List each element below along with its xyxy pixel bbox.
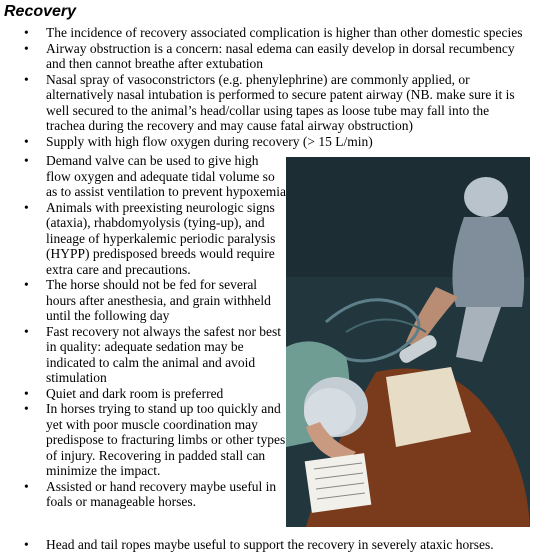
list-item: • Nasal spray of vasoconstrictors (e.g. phenylephrine) are commonly applied, or alternatively nasal intubation is performed to secure patent airway (NB. make sure it is well secured to the animal’s head/collar using tapes as loose tube may fall into the trachea during the recovery and may cause fatal airway obstruction) [0, 72, 530, 134]
list-item: • Animals with preexisting neurologic signs (ataxia), rhabdomyolysis (tying-up), and lineage of hyperkalemic periodic paralysis (HYPP) predisposed breeds would require extra care and precautions. [0, 200, 286, 278]
bullet-list-side [0, 153, 286, 510]
list-item: • Assisted or hand recovery maybe useful in foals or manageable horses. [0, 479, 286, 510]
list-item: • Head and tail ropes maybe useful to support the recovery in severely ataxic horses. [0, 537, 530, 553]
list-item: • Demand valve can be used to give high flow oxygen and adequate tidal volume so as to assist ventilation to prevent hypoxemia [0, 153, 286, 200]
list-item: • Fast recovery not always the safest nor best in quality: adequate sedation may be indicated to calm the animal and avoid stimulation [0, 324, 286, 386]
page-title: Recovery [4, 3, 77, 20]
list-item: • Quiet and dark room is preferred [0, 386, 286, 402]
list-item: • Supply with high flow oxygen during recovery (> 15 L/min) [0, 134, 530, 150]
list-item: • In horses trying to stand up too quickly and yet with poor muscle coordination may predispose to fracturing limbs or other types of injury. Recovering in padded stall can minimize the impact. [0, 401, 286, 479]
bullet-list-bottom [0, 537, 530, 553]
list-item: • The incidence of recovery associated complication is higher than other domestic species [0, 25, 530, 41]
list-item: • The horse should not be fed for several hours after anesthesia, and grain withheld until the following day [0, 277, 286, 324]
recovery-room-photo [286, 157, 530, 527]
list-item: • Airway obstruction is a concern: nasal edema can easily develop in dorsal recumbency and then cannot breathe after extubation [0, 41, 530, 72]
bullet-list-top [0, 25, 530, 149]
